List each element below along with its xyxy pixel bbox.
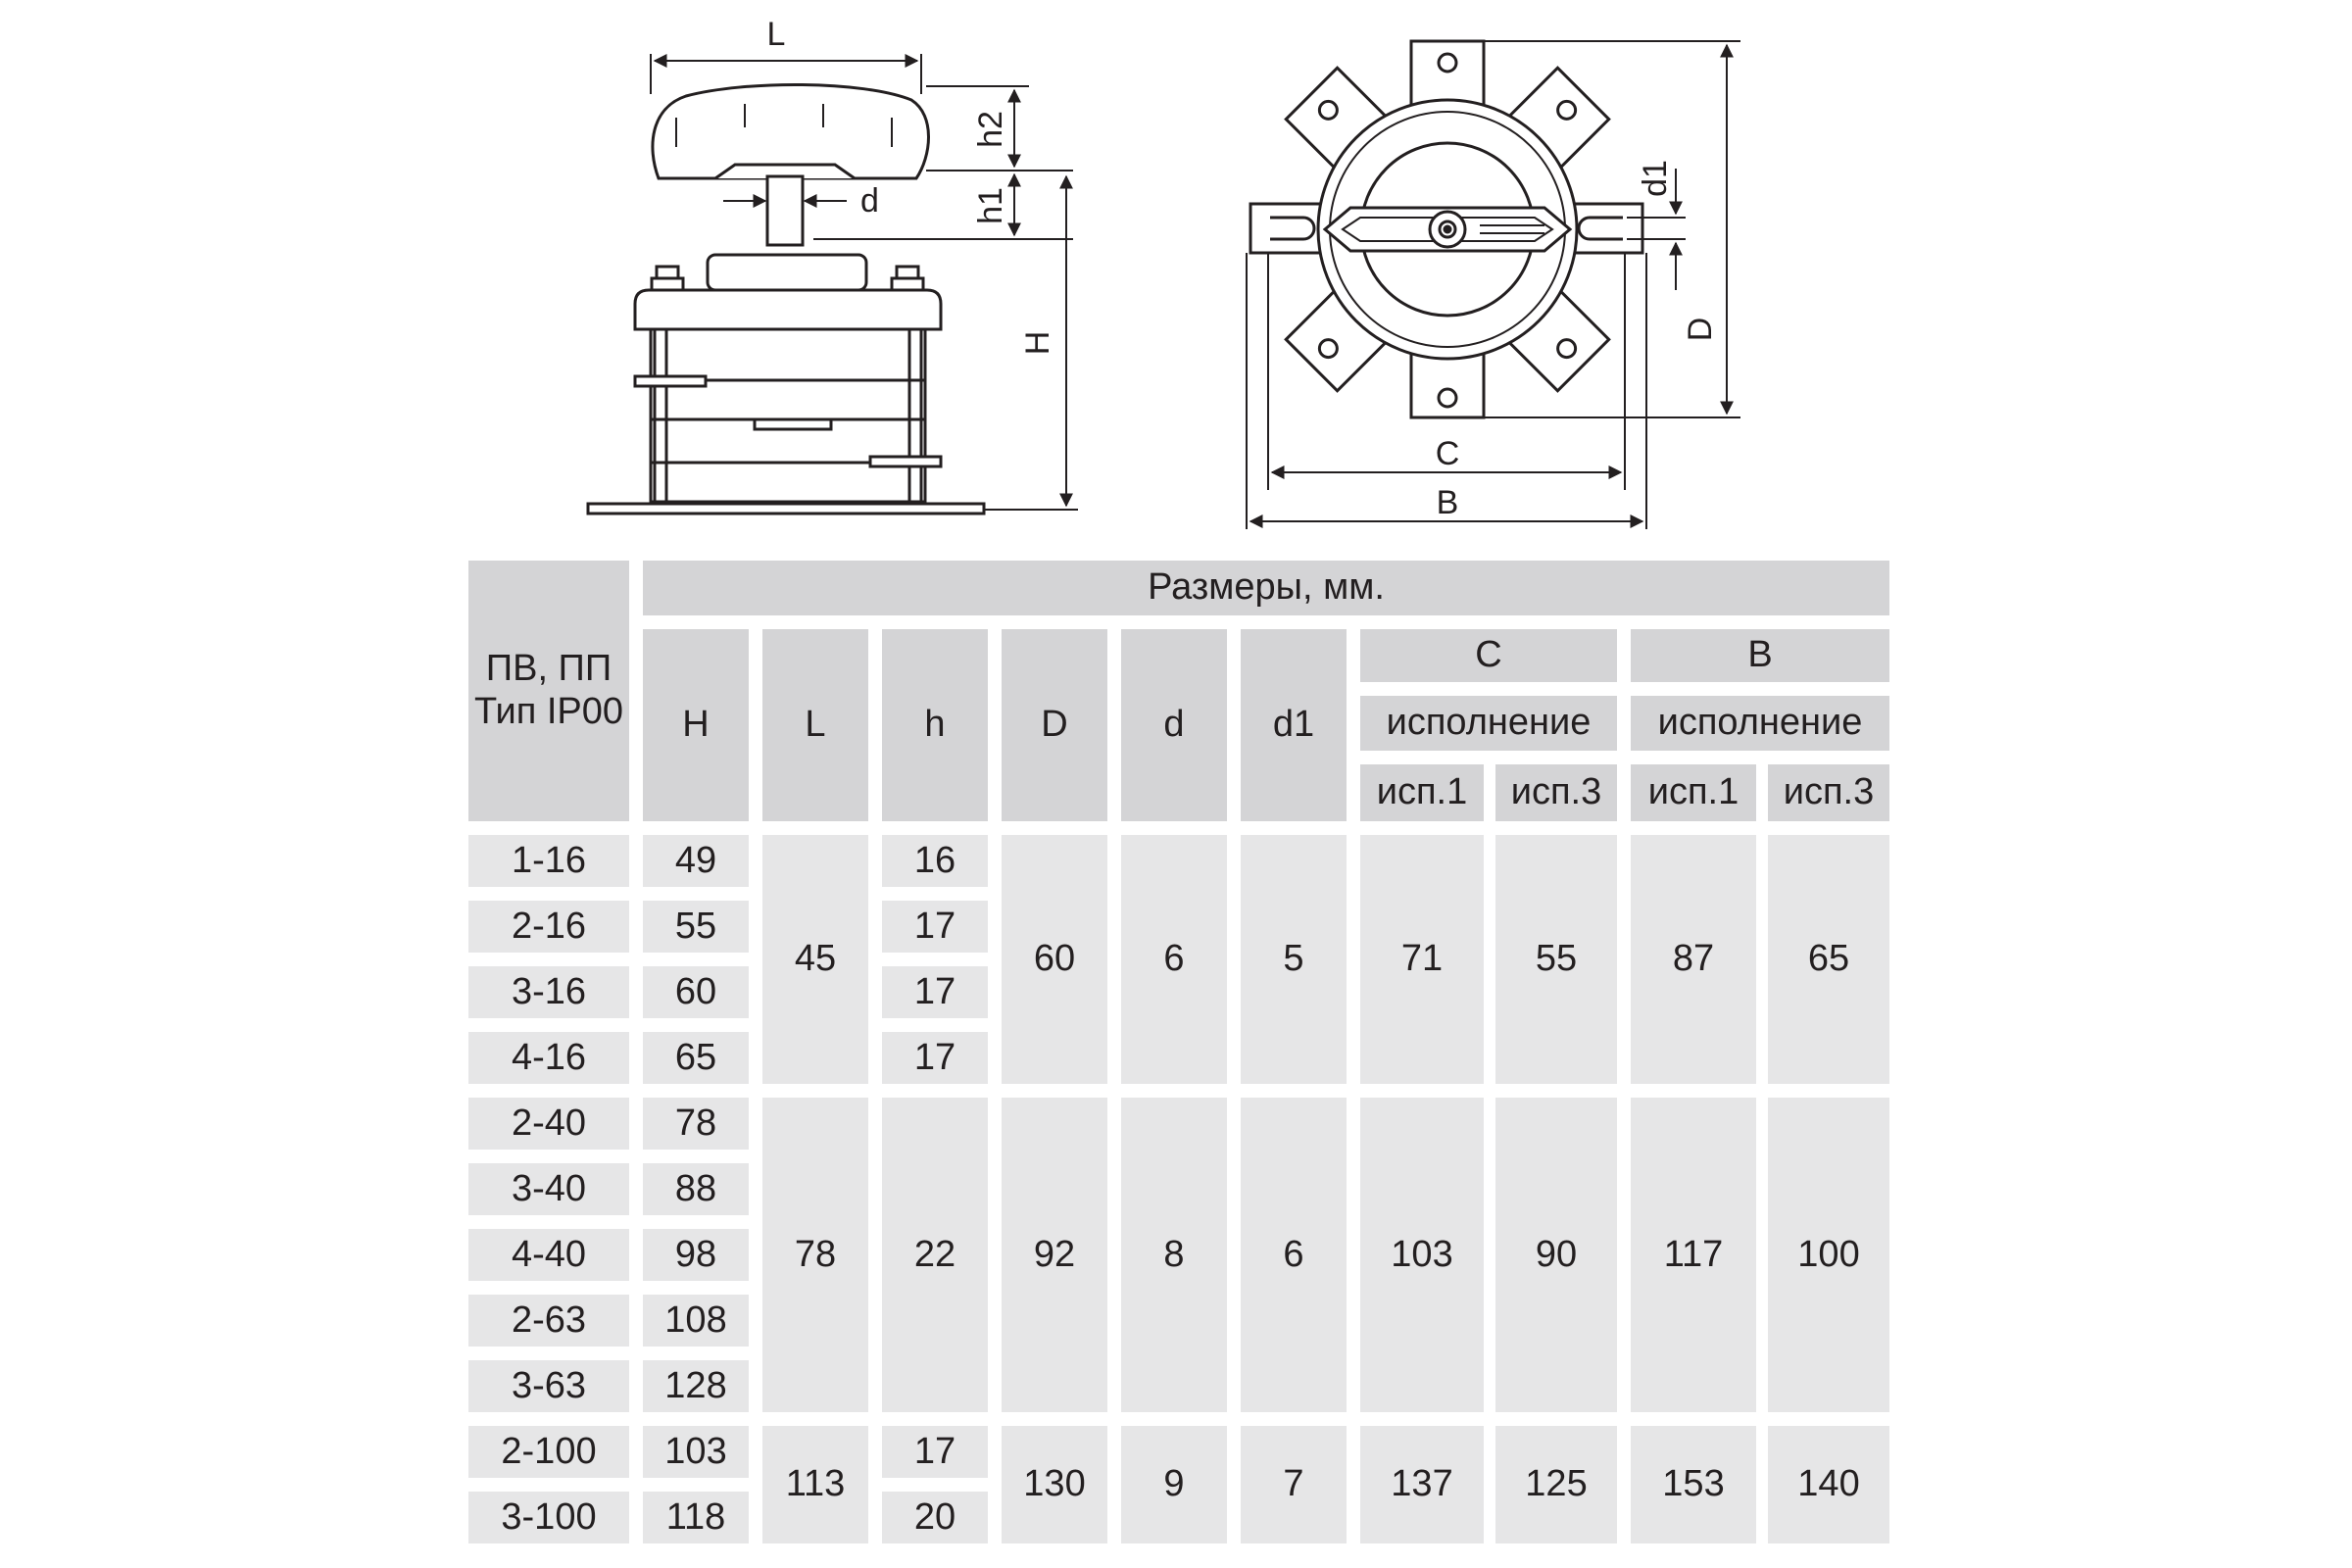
l-cell: 45 [762,835,868,1084]
b3-cell: 100 [1768,1098,1889,1412]
small-h-cell: 22 [882,1098,988,1412]
b-isp3-header: исп.3 [1768,764,1889,821]
small-h-cell: 20 [882,1492,988,1544]
h-cell: 108 [643,1295,749,1347]
type-cell: 2-40 [468,1098,629,1150]
type-cell: 2-100 [468,1426,629,1478]
small-h-cell: 17 [882,1032,988,1084]
h-cell: 103 [643,1426,749,1478]
h-cell: 60 [643,966,749,1018]
column-header-h: h [882,629,988,821]
column-header-c: C [1360,629,1617,682]
c1-cell: 137 [1360,1426,1484,1544]
column-header-d1: d1 [1241,629,1347,821]
group-header: Размеры, мм. [643,561,1889,615]
type-cell: 4-16 [468,1032,629,1084]
d-cell: 8 [1121,1098,1227,1412]
b1-cell: 117 [1631,1098,1756,1412]
c3-cell: 55 [1495,835,1617,1084]
dim-label-C: C [1435,435,1460,472]
dim-label-h1: h1 [972,187,1009,224]
small-h-cell: 17 [882,901,988,953]
small-h-cell: 16 [882,835,988,887]
shaft [767,176,803,245]
dim-label-h2: h2 [972,111,1009,148]
dim-label-L: L [766,16,786,53]
c-execution-header: исполнение [1360,696,1617,751]
d-cell: 60 [1002,835,1107,1084]
column-header-b: B [1631,629,1889,682]
l-cell: 113 [762,1426,868,1544]
b3-cell: 140 [1768,1426,1889,1544]
dim-label-d: d [860,182,879,220]
d1-cell: 7 [1241,1426,1347,1544]
type-cell: 4-40 [468,1229,629,1281]
h-cell: 78 [643,1098,749,1150]
b-isp1-header: исп.1 [1631,764,1756,821]
type-cell: 2-16 [468,901,629,953]
dim-label-d1: d1 [1637,160,1674,197]
small-h-cell: 17 [882,1426,988,1478]
d-cell: 130 [1002,1426,1107,1544]
type-cell: 1-16 [468,835,629,887]
d-cell: 92 [1002,1098,1107,1412]
type-cell: 3-40 [468,1163,629,1215]
d-cell: 9 [1121,1426,1227,1544]
h-cell: 128 [643,1360,749,1412]
technical-drawings [0,0,2352,549]
d1-cell: 5 [1241,835,1347,1084]
column-header-l: L [762,629,868,821]
b-execution-header: исполнение [1631,696,1889,751]
dim-label-B: B [1436,484,1459,521]
dim-label-D: D [1682,317,1719,342]
h-cell: 49 [643,835,749,887]
c3-cell: 90 [1495,1098,1617,1412]
column-header-d: D [1002,629,1107,821]
l-cell: 78 [762,1098,868,1412]
h-cell: 98 [643,1229,749,1281]
type-cell: 3-100 [468,1492,629,1544]
c-isp3-header: исп.3 [1495,764,1617,821]
d-cell: 6 [1121,835,1227,1084]
c3-cell: 125 [1495,1426,1617,1544]
h-cell: 88 [643,1163,749,1215]
h-cell: 65 [643,1032,749,1084]
b3-cell: 65 [1768,835,1889,1084]
c1-cell: 103 [1360,1098,1484,1412]
c1-cell: 71 [1360,835,1484,1084]
type-cell: 2-63 [468,1295,629,1347]
dim-label-H: H [1019,330,1056,356]
small-h-cell: 17 [882,966,988,1018]
corner-header: ПВ, ПП Тип IP00 [468,561,629,821]
h-cell: 55 [643,901,749,953]
column-header-d: d [1121,629,1227,821]
top-view-drawing [1250,41,1642,417]
d1-cell: 6 [1241,1098,1347,1412]
c-isp1-header: исп.1 [1360,764,1484,821]
column-header-h: H [643,629,749,821]
type-cell: 3-16 [468,966,629,1018]
h-cell: 118 [643,1492,749,1544]
b1-cell: 153 [1631,1426,1756,1544]
type-cell: 3-63 [468,1360,629,1412]
b1-cell: 87 [1631,835,1756,1084]
